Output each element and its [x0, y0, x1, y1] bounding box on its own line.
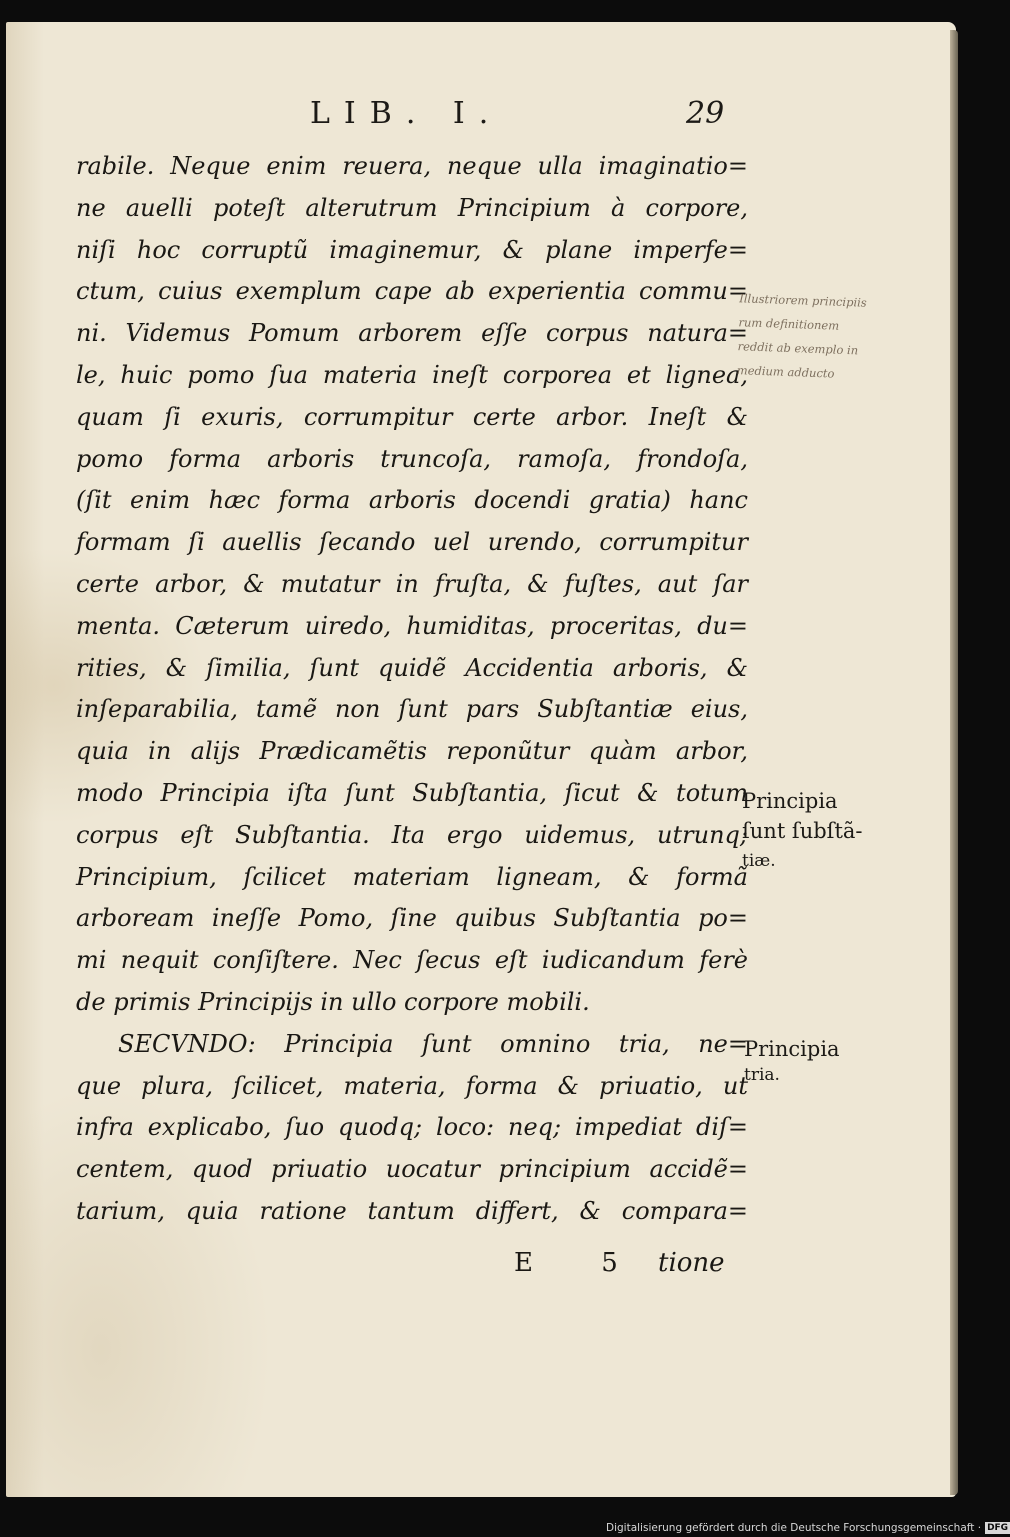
- page-header: [0, 96, 1000, 136]
- running-head: LIB. I.: [310, 96, 503, 131]
- text-line: ni. Videmus Pomum arborem eſſe corpus natura=: [76, 319, 748, 348]
- handwritten-line: reddit ab exemplo in: [737, 339, 859, 358]
- text-line: niſi hoc corruptũ imaginemur, & plane imperfe=: [76, 235, 748, 264]
- margin-note-line: tiæ.: [742, 851, 776, 871]
- text-line: arboream ineſſe Pomo, ſine quibus Subſtantia po=: [76, 904, 748, 933]
- signature-mark: E 5: [514, 1248, 648, 1278]
- text-line: de primis Principijs in ullo corpore mobili.: [76, 987, 590, 1016]
- margin-note-line: tria.: [744, 1065, 780, 1085]
- handwritten-line: Illustriorem principiis: [739, 291, 867, 310]
- margin-note-line: Principia: [742, 789, 838, 813]
- text-line: rabile. Neque enim reuera, neque ulla imaginatio=: [76, 152, 748, 180]
- text-line: (ſit enim hæc forma arboris docendi gratia) hanc: [76, 486, 748, 515]
- handwritten-line: rum definitionem: [738, 315, 840, 333]
- text-line: centem, quod priuatio uocatur principium accidẽ=: [76, 1155, 748, 1184]
- text-line: que plura, ſcilicet, materia, forma & priuatio, ut: [76, 1071, 748, 1100]
- text-line: le, huic pomo ſua materia ineſt corporea et lignea,: [76, 360, 748, 389]
- text-line: quia in alijs Prædicamẽtis reponũtur quàm arbor,: [76, 737, 748, 766]
- text-line: pomo forma arboris truncoſa, ramoſa, frondoſa,: [76, 444, 748, 473]
- text-line: quam ſi exuris, corrumpitur certe arbor. Ineſt &: [76, 402, 748, 431]
- text-line: infra explicabo, ſuo quodq; loco: neq; impediat diſ=: [76, 1113, 748, 1142]
- text-line: rities, & ſimilia, ſunt quidẽ Accidentia arboris, &: [76, 653, 748, 682]
- dfg-logo: DFG: [987, 1523, 1009, 1533]
- margin-note-line: Principia: [744, 1037, 840, 1061]
- handwritten-line: medium adducto: [736, 363, 835, 381]
- text-line: ctum, cuius exemplum cape ab experientia commu=: [76, 277, 748, 306]
- text-line: Principium, ſcilicet materiam ligneam, & formã: [76, 862, 748, 891]
- text-line: mi nequit conſiſtere. Nec ſecus eſt iudicandum ferè: [76, 946, 748, 975]
- text-line: inſeparabilia, tamẽ non ſunt pars Subſtantiæ eius,: [76, 695, 748, 724]
- text-line: SECVNDO: Principia ſunt omnino tria, ne=: [118, 1029, 748, 1058]
- text-line: certe arbor, & mutatur in fruſta, & fuſtes, aut ſar: [76, 569, 748, 598]
- body-text: [76, 146, 748, 1233]
- text-line: ne auelli poteſt alterutrum Principium à corpore,: [76, 193, 748, 222]
- handwritten-annotation: [736, 286, 957, 390]
- digitization-credit: [606, 1519, 1009, 1537]
- margin-note-principia-tria: [744, 1034, 840, 1086]
- catchword: tione: [658, 1248, 725, 1278]
- margin-note-principia-substantiae: [742, 786, 863, 876]
- page-number: 29: [686, 96, 725, 131]
- text-line: modo Principia iſta ſunt Subſtantia, ſicut & totum: [76, 778, 748, 807]
- text-line: tarium, quia ratione tantum differt, & compara=: [76, 1196, 748, 1225]
- text-line: formam ſi auellis ſecando uel urendo, corrumpitur: [76, 528, 748, 557]
- margin-note-line: ſunt ſubſtã-: [742, 819, 863, 843]
- text-line: menta. Cæterum uiredo, humiditas, proceritas, du=: [76, 611, 748, 640]
- page-footer: [0, 1242, 1000, 1286]
- text-line: corpus eſt Subſtantia. Ita ergo uidemus, utrunq;: [76, 820, 748, 849]
- credit-text: Digitalisierung gefördert durch die Deutsche Forschungsgemeinschaft ·: [606, 1522, 982, 1534]
